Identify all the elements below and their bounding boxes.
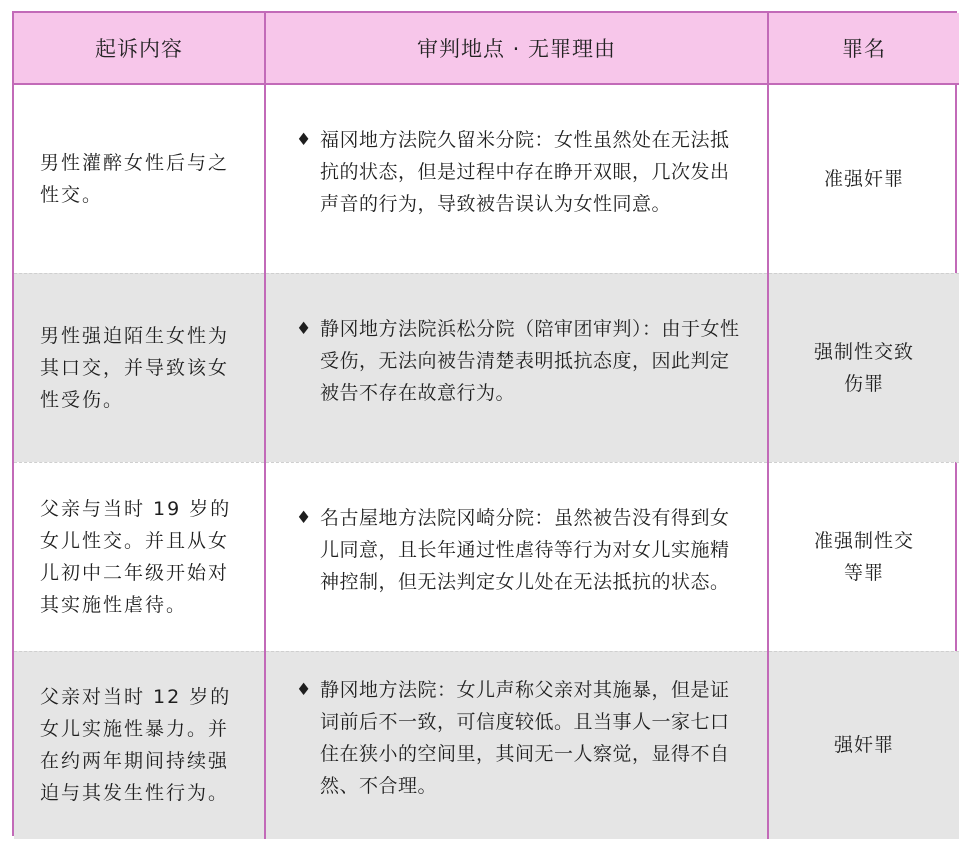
diamond-bullet-icon: ♦ [296, 507, 312, 528]
charge-cell: 父亲与当时 19 岁的女儿性交。并且从女儿初中二年级开始对其实施性虐待。 [14, 462, 265, 651]
reason-block [296, 502, 741, 598]
crime-cell: 准强奸罪 [768, 84, 959, 273]
reason-block [296, 674, 741, 802]
diamond-bullet-icon: ♦ [296, 680, 312, 701]
charge-cell: 男性灌醉女性后与之性交。 [40, 151, 230, 206]
crime-cell: 准强制性交等罪 [768, 462, 959, 651]
crime-cell: 强奸罪 [768, 651, 959, 839]
acquittal-table [12, 11, 957, 836]
header-charge: 起诉内容 [14, 13, 265, 84]
table-row [14, 651, 959, 839]
reason-block [296, 313, 741, 409]
reason-block [296, 124, 741, 220]
header-crime: 罪名 [768, 13, 959, 84]
reason-cell [265, 84, 768, 273]
reason-text: 名古屋地方法院冈崎分院：虽然被告没有得到女儿同意，且长年通过性虐待等行为对女儿实施精神控制，但无法判定女儿处在无法抵抗的状态。 [320, 506, 730, 593]
header-row [14, 13, 959, 84]
table-row [14, 273, 959, 462]
reason-text: 静冈地方法院浜松分院（陪审团审判）：由于女性受伤，无法向被告清楚表明抵抗态度，因此判定被告不存在故意行为。 [320, 317, 740, 404]
reason-cell [265, 462, 768, 651]
reason-text: 福冈地方法院久留米分院：女性虽然处在无法抵抗的状态，但是过程中存在睁开双眼，几次发出声音的行为，导致被告误认为女性同意。 [320, 128, 730, 215]
reason-text: 静冈地方法院：女儿声称父亲对其施暴，但是证词前后不一致，可信度较低。且当事人一家七口住在狭小的空间里，其间无一人察觉，显得不自然、不合理。 [320, 679, 730, 798]
charge-cell: 父亲对当时 12 岁的女儿实施性暴力。并在约两年期间持续强迫与其发生性行为。 [14, 651, 265, 839]
table-row [14, 462, 959, 651]
charge-cell: 男性强迫陌生女性为其口交，并导致该女性受伤。 [14, 273, 265, 462]
acquittal-cases-table [14, 13, 959, 839]
diamond-bullet-icon: ♦ [296, 318, 312, 339]
crime-cell: 强制性交致伤罪 [768, 273, 959, 462]
reason-cell [265, 651, 768, 839]
table-row [14, 84, 959, 273]
diamond-bullet-icon: ♦ [296, 129, 312, 150]
reason-cell [265, 273, 768, 462]
header-reason: 审判地点 · 无罪理由 [265, 13, 768, 84]
